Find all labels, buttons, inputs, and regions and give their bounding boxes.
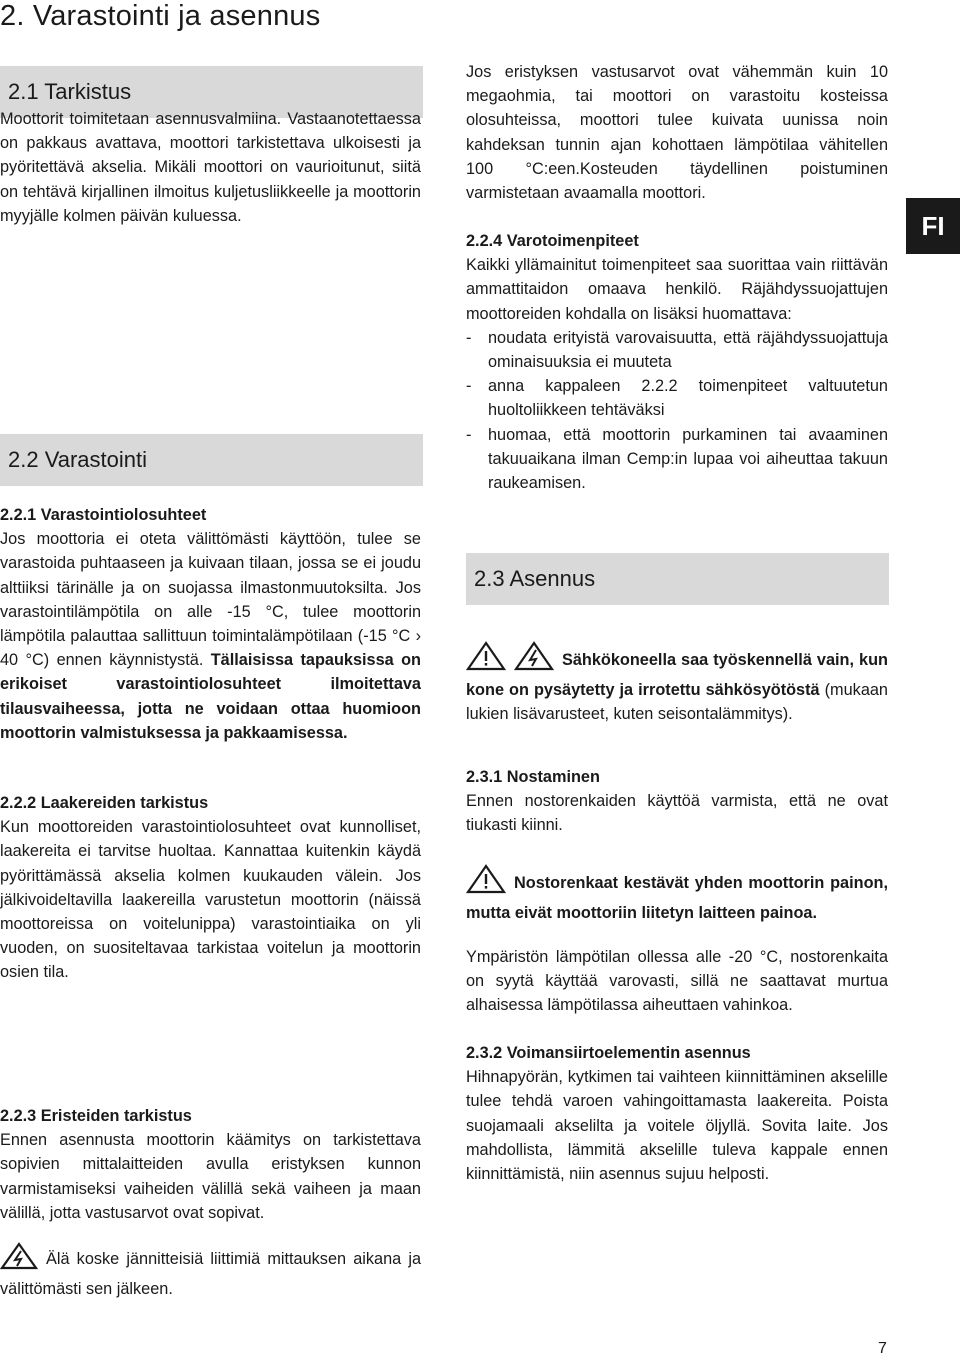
page-number: 7 (878, 1340, 887, 1357)
section-2-2-2-text: Kun moottoreiden varastointiolosuhteet ovat kunnolliset, laakereita ei tarvitse huoltaa. Kannattaa kuitenkin käydä pyörittämässä akselia kolmen kuukauden välein. Jos jälkivoideltavilla laakereilla varustetun moottorin (näissä moottoreissa on voitelunippa) varastointiaika on yli vuoden, on suositeltavaa tarkistaa voitelun ja moottorin osien tila. (0, 818, 421, 982)
section-2-3-2-text: Hihnapyörän, kytkimen tai vaihteen kiinnittäminen akselille tulee tehdä varoen vahingoittamasta laakereita. Poista suojamaali akselilta ja voitele öljyllä. Sovita laite. Jos mahdollista, lämmitä akselille tuleva kappale ennen kiinnittämistä, niin asennus sujuu helposti. (466, 1068, 888, 1184)
installation-warning (466, 641, 888, 727)
section-2-2-4 (466, 229, 888, 495)
section-2-3-2 (466, 1041, 888, 1186)
lifting-warning-bold: Nostorenkaat kestävät yhden moottorin painon, mutta eivät moottoriin liitetyn laitteen painoa. (466, 874, 888, 923)
warning-triangle-icon (466, 864, 506, 901)
section-heading-2-1: 2.1 Tarkistus (0, 66, 423, 118)
subsection-heading-2-2-1: 2.2.1 Varastointiolosuhteet (0, 506, 207, 524)
lifting-warning (466, 864, 888, 925)
warning-triangle-icon (466, 641, 506, 678)
section-2-2-3 (0, 1104, 421, 1225)
subsection-heading-2-2-3: 2.2.3 Eristeiden tarkistus (0, 1107, 192, 1125)
high-voltage-warning-icon (514, 641, 554, 678)
section-2-2-3-text: Ennen asennusta moottorin käämitys on tarkistettava sopivien mittalaitteiden avulla eristyksen kunnon varmistamiseksi vaiheiden välillä sekä vaiheen ja maan välillä, jotta vastusarvot ovat sopivat. (0, 1131, 421, 1222)
section-2-3-1-text-2: Ympäristön lämpötilan ollessa alle -20 °C, nostorenkaita on syytä käyttää varovasti, sillä ne saattavat murtua alhaisessa lämpötilassa aiheuttaen vahinkoa. (466, 948, 888, 1015)
section-heading-2-2: 2.2 Varastointi (0, 434, 423, 486)
subsection-heading-2-3-2: 2.3.2 Voimansiirtoelementin asennus (466, 1044, 751, 1062)
section-2-3-1-text: Ennen nostorenkaiden käyttöä varmista, että ne ovat tiukasti kiinni. (466, 792, 888, 835)
subsection-heading-2-3-1: 2.3.1 Nostaminen (466, 768, 600, 786)
list-item: - anna kappaleen 2.2.2 toimenpiteet valtuutetun huoltoliikkeen tehtäväksi (466, 374, 888, 422)
subsection-heading-2-2-4: 2.2.4 Varotoimenpiteet (466, 232, 639, 250)
section-2-2-1-bold-note: Tällaisissa tapauksissa on erikoiset varastointiolosuhteet ilmoitettava tilausvaiheessa, jotta ne voidaan ottaa huomioon moottorin valmistuksessa ja pakkaamisessa. (0, 651, 421, 742)
installation-warning-text: (mukaan lukien lisävarusteet, kuten seisontalämmitys). (466, 681, 888, 724)
section-2-2-4-text: Kaikki yllämainitut toimenpiteet saa suorittaa vain riittävän ammattitaidon omaava henkilö. Räjähdyssuojattujen moottoreiden kohdalla on lisäksi huomattava: (466, 256, 888, 323)
list-item: - noudata erityistä varovaisuutta, että räjähdyssuojattuja ominaisuuksia ei muuteta (466, 326, 888, 374)
page-title: 2. Varastointi ja asennus (0, 0, 321, 32)
section-2-3-1 (466, 765, 888, 838)
high-voltage-warning-icon (0, 1242, 38, 1277)
section-2-2-1 (0, 503, 421, 745)
list-item: - huomaa, että moottorin purkaminen tai avaaminen takuuaikana ilman Cemp:in lupaa voi aiheuttaa takuun raukeamisen. (466, 423, 888, 496)
subsection-heading-2-2-2: 2.2.2 Laakereiden tarkistus (0, 794, 209, 812)
section-heading-2-3: 2.3 Asennus (466, 553, 889, 605)
section-2-1-text: Moottorit toimitetaan asennusvalmiina. Vastaanotettaessa on pakkaus avattava, moottori tarkistettava ulkoisesti ja pyöritettävä akselia. Mikäli moottori on vaurioitunut, siitä on tehtävä kirjallinen ilmoitus kuljetusliikkeelle ja moottorin myyjälle kolmen päivän kuluessa. (0, 110, 421, 225)
electric-warning-note (0, 1242, 421, 1301)
section-2-2-2 (0, 791, 421, 985)
installation-warning-bold: Sähkökoneella saa työskennellä vain, kun kone on pysäytetty ja irrotettu sähkösyötöstä (466, 651, 888, 700)
electric-warning-text: Älä koske jännitteisiä liittimiä mittauksen aikana ja välittömästi sen jälkeen. (0, 1250, 421, 1299)
section-2-2-3-continued: Jos eristyksen vastusarvot ovat vähemmän kuin 10 megaohmia, tai moottori on varastoitu kosteissa olosuhteissa, moottori tulee kuivata uunissa noin kahdeksan tunnin ajan kohottaen lämpötilaa vähitellen 100 °C:een.Kosteuden täydellinen poistuminen varmistetaan avaamalla moottori. (466, 63, 888, 203)
language-tab: FI (906, 198, 960, 254)
section-2-2-1-text: Jos moottoria ei oteta välittömästi käyttöön, tulee se varastoida puhtaaseen ja kuivaan tilaan, jossa se ei joudu alttiiksi tärinälle ja on suojassa ilmastonmuutoksilta. Jos varastointilämpötila on alle -15 °C, tulee moottorin lämpötila palauttaa sallittuun toimintalämpötilaan (-15 °C › 40 °C) ennen käynnistystä. (0, 530, 421, 670)
precautions-list (466, 326, 888, 495)
